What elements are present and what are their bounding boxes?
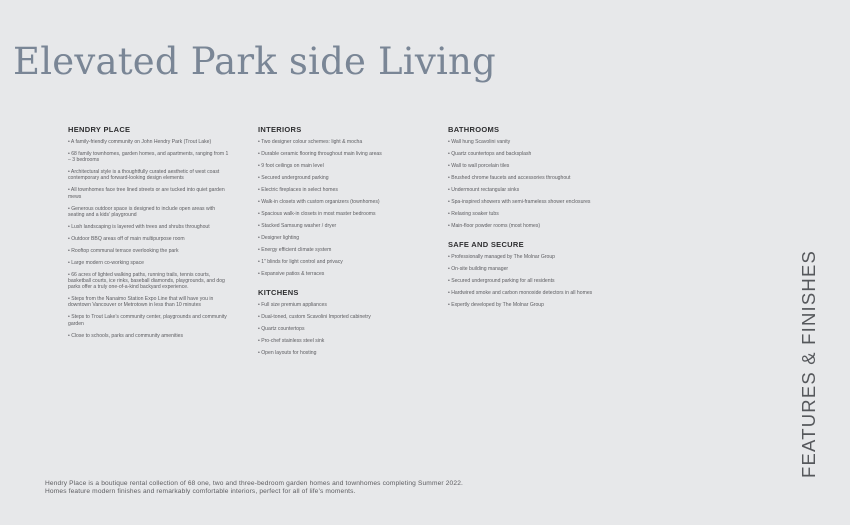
list-item: • Electric fireplaces in select homes [258, 187, 338, 193]
column-interiors-kitchens [258, 125, 418, 362]
list-item: • Walk-in closets with custom organizers (townhomes) [258, 199, 380, 205]
list-item: • Energy efficient climate system [258, 247, 332, 253]
page-title: Elevated Park side Living [13, 40, 496, 83]
list-item: • Quartz countertops [258, 326, 305, 333]
list-item: • Outdoor BBQ areas off of main multipurpose room [68, 235, 185, 242]
list-item: • Secured underground parking for all residents [448, 278, 555, 285]
list-item: • Expertly developed by The Molnar Group [448, 302, 544, 309]
list-item: • Dual-toned, custom Scavolini Imported cabinetry [258, 314, 371, 321]
list-item: • Two designer colour schemes: light & mocha [258, 139, 363, 145]
list-item: • Expansive patios & terraces [258, 271, 325, 277]
section-heading-kitchens: KITCHENS [258, 288, 299, 298]
list-item: • Wall hung Scavolini vanity [448, 139, 511, 145]
list-item: • Brushed chrome faucets and accessories throughout [448, 175, 571, 181]
section-heading-interiors: INTERIORS [258, 125, 302, 134]
column-hendry-place [68, 125, 230, 345]
list-item: • 9 foot ceilings on main level [258, 163, 324, 169]
list-item: • 68 family townhomes, garden homes, and apartments, ranging from 1 – 3 bedrooms [68, 151, 229, 164]
list-item: • Designer lighting [258, 235, 300, 241]
section-heading-bathrooms: BATHROOMS [448, 125, 500, 134]
list-item: • Lush landscaping is layered with trees and shrubs throughout [68, 223, 210, 230]
list-item: • On-site building manager [448, 266, 509, 273]
list-item: • Durable ceramic flooring throughout main living areas [258, 151, 382, 157]
footer-line-1: Hendry Place is a boutique rental collection of 68 one, two and three-bedroom garden homes and townhomes completing Summer 2022. [45, 480, 463, 487]
list-item: • All townhomes face tree lined streets or are tucked into quiet garden mews [68, 187, 225, 200]
list-item: • Spa-inspired showers with semi-frameless shower enclosures [448, 199, 591, 205]
footer-description [45, 480, 605, 496]
list-item: • Open layouts for hosting [258, 350, 317, 357]
list-item: • Undermount rectangular sinks [448, 187, 520, 193]
list-item: • Relaxing soaker tubs [448, 211, 499, 217]
interiors-list [258, 139, 418, 277]
list-item: • Stacked Samsung washer / dryer [258, 223, 337, 229]
safe-and-secure-list [448, 254, 608, 308]
list-item: • Wall to wall porcelain tiles [448, 163, 510, 169]
column-bathrooms-safety [448, 125, 608, 314]
list-item: • 1" blinds for light control and privacy [258, 259, 343, 265]
list-item: • Generous outdoor space is designed to include open areas with seating and a kids’ playground [68, 205, 216, 218]
list-item: • Close to schools, parks and community amenities [68, 332, 184, 339]
list-item: • Rooftop communal terrace overlooking the park [68, 247, 179, 254]
list-item: • Pro-chef stainless steel sink [258, 338, 325, 345]
list-item: • Spacious walk-in closets in most master bedrooms [258, 211, 376, 217]
list-item: • Main-floor powder rooms (most homes) [448, 223, 541, 229]
hendry-place-list [68, 139, 230, 339]
list-item: • Large modern co-working space [68, 259, 144, 266]
list-item: • Secured underground parking [258, 175, 329, 181]
section-heading-safe-and-secure: SAFE AND SECURE [448, 240, 524, 250]
list-item: • Architectural style is a thoughtfully curated aesthetic of west coast contemporary and forward-looking design elements [68, 169, 220, 182]
bathrooms-list [448, 139, 608, 229]
list-item: • A family-friendly community on John Hendry Park (Trout Lake) [68, 139, 212, 145]
list-item: • Full size premium appliances [258, 302, 327, 309]
list-item: • Hardwired smoke and carbon monoxide detectors in all homes [448, 290, 593, 297]
section-heading-hendry-place: HENDRY PLACE [68, 125, 131, 134]
footer-line-2: Homes feature modern finishes and remarkably comfortable interiors, perfect for all of life’s moments. [45, 488, 356, 495]
kitchens-list [258, 302, 418, 356]
list-item: • Steps to Trout Lake’s community center, playgrounds and community garden [68, 314, 227, 327]
list-item: • Steps from the Nanaimo Station Expo Line that will have you in downtown Vancouver or Metrotown in less than 10 minutes [68, 296, 214, 309]
list-item: • Professionally managed by The Molnar Group [448, 254, 556, 261]
list-item: • 66 acres of lighted walking paths, running trails, tennis courts, basketball courts, ice rinks, baseball diamonds, playgrounds, and dog parks offer a truly one-of-a-kind backyard experience. [68, 271, 225, 291]
list-item: • Quartz countertops and backsplash [448, 151, 532, 157]
features-finishes-label: FEATURES & FINISHES [798, 249, 819, 478]
